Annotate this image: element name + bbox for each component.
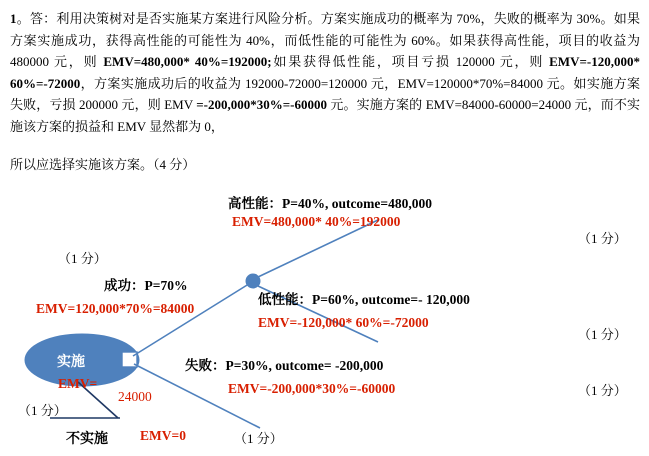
fail-emv: EMV=-200,000*30%=-60000	[228, 381, 396, 396]
answer-last-line: 所以应选择实施该方案。（4 分）	[10, 157, 196, 172]
score-3: （1 分）	[578, 327, 627, 342]
no-action-emv: EMV=0	[140, 428, 186, 443]
answer-run-6: =-200,000*30%=-60000	[196, 97, 327, 113]
implement-label: 实施	[57, 355, 85, 370]
answer-text	[10, 8, 640, 138]
low-performance-label: 低性能：P=60%, outcome=- 120,000	[258, 292, 470, 307]
answer-run-7: 元。实施方案的 EMV=84000-60000=24000 元，而不实施该方案的损益和 EMV 显然都为 0，	[10, 97, 640, 134]
answer-run-5: ，方案实施成功后的收益为 192000-72000=120000 元，EMV=120000*70%=84000 元。如实施方案失败，亏损 200000 元，则 EMV	[10, 75, 640, 113]
answer-paragraph	[10, 8, 640, 138]
score-1: （1 分）	[578, 231, 627, 246]
success-emv: EMV=120,000*70%=84000	[36, 301, 195, 316]
score-6: （1 分）	[234, 431, 283, 446]
answer-run-1: 。答：利用决策树对是否实施某方案进行风险分析。方案实施成功的概率为 70%，失败的概率为 30%。如果方案实施成功，获得高性能的可能性为 40%，而低性能的可能性为 60%。如果获得高性能，项目的收益为 480000 元，则	[10, 11, 640, 70]
score-5: （1 分）	[18, 403, 67, 418]
no-action-label: 不实施	[66, 432, 108, 447]
fail-label: 失败：P=30%, outcome= -200,000	[185, 358, 384, 373]
low-performance-emv: EMV=-120,000* 60%=-72000	[258, 315, 429, 330]
decision-tree-diagram	[0, 176, 649, 456]
answer-run-0: 1	[10, 11, 17, 26]
success-label: 成功：P=70%	[104, 278, 188, 293]
answer-run-3: 如果获得低性能，项目亏损 120000 元，则	[271, 54, 550, 70]
node-emv-value: 24000	[118, 389, 152, 404]
score-2: （1 分）	[58, 251, 107, 266]
node-emv-label: EMV=	[58, 376, 98, 391]
answer-run-2: EMV=480,000* 40%=192000;	[103, 54, 272, 70]
high-performance-emv: EMV=480,000* 40%=192000	[232, 214, 401, 229]
success-node-circle	[246, 274, 260, 288]
answer-run-4: EMV=-120,000* 60%=-72000	[10, 54, 640, 91]
high-performance-label: 高性能：P=40%, outcome=480,000	[228, 196, 432, 211]
score-4: （1 分）	[578, 383, 627, 398]
